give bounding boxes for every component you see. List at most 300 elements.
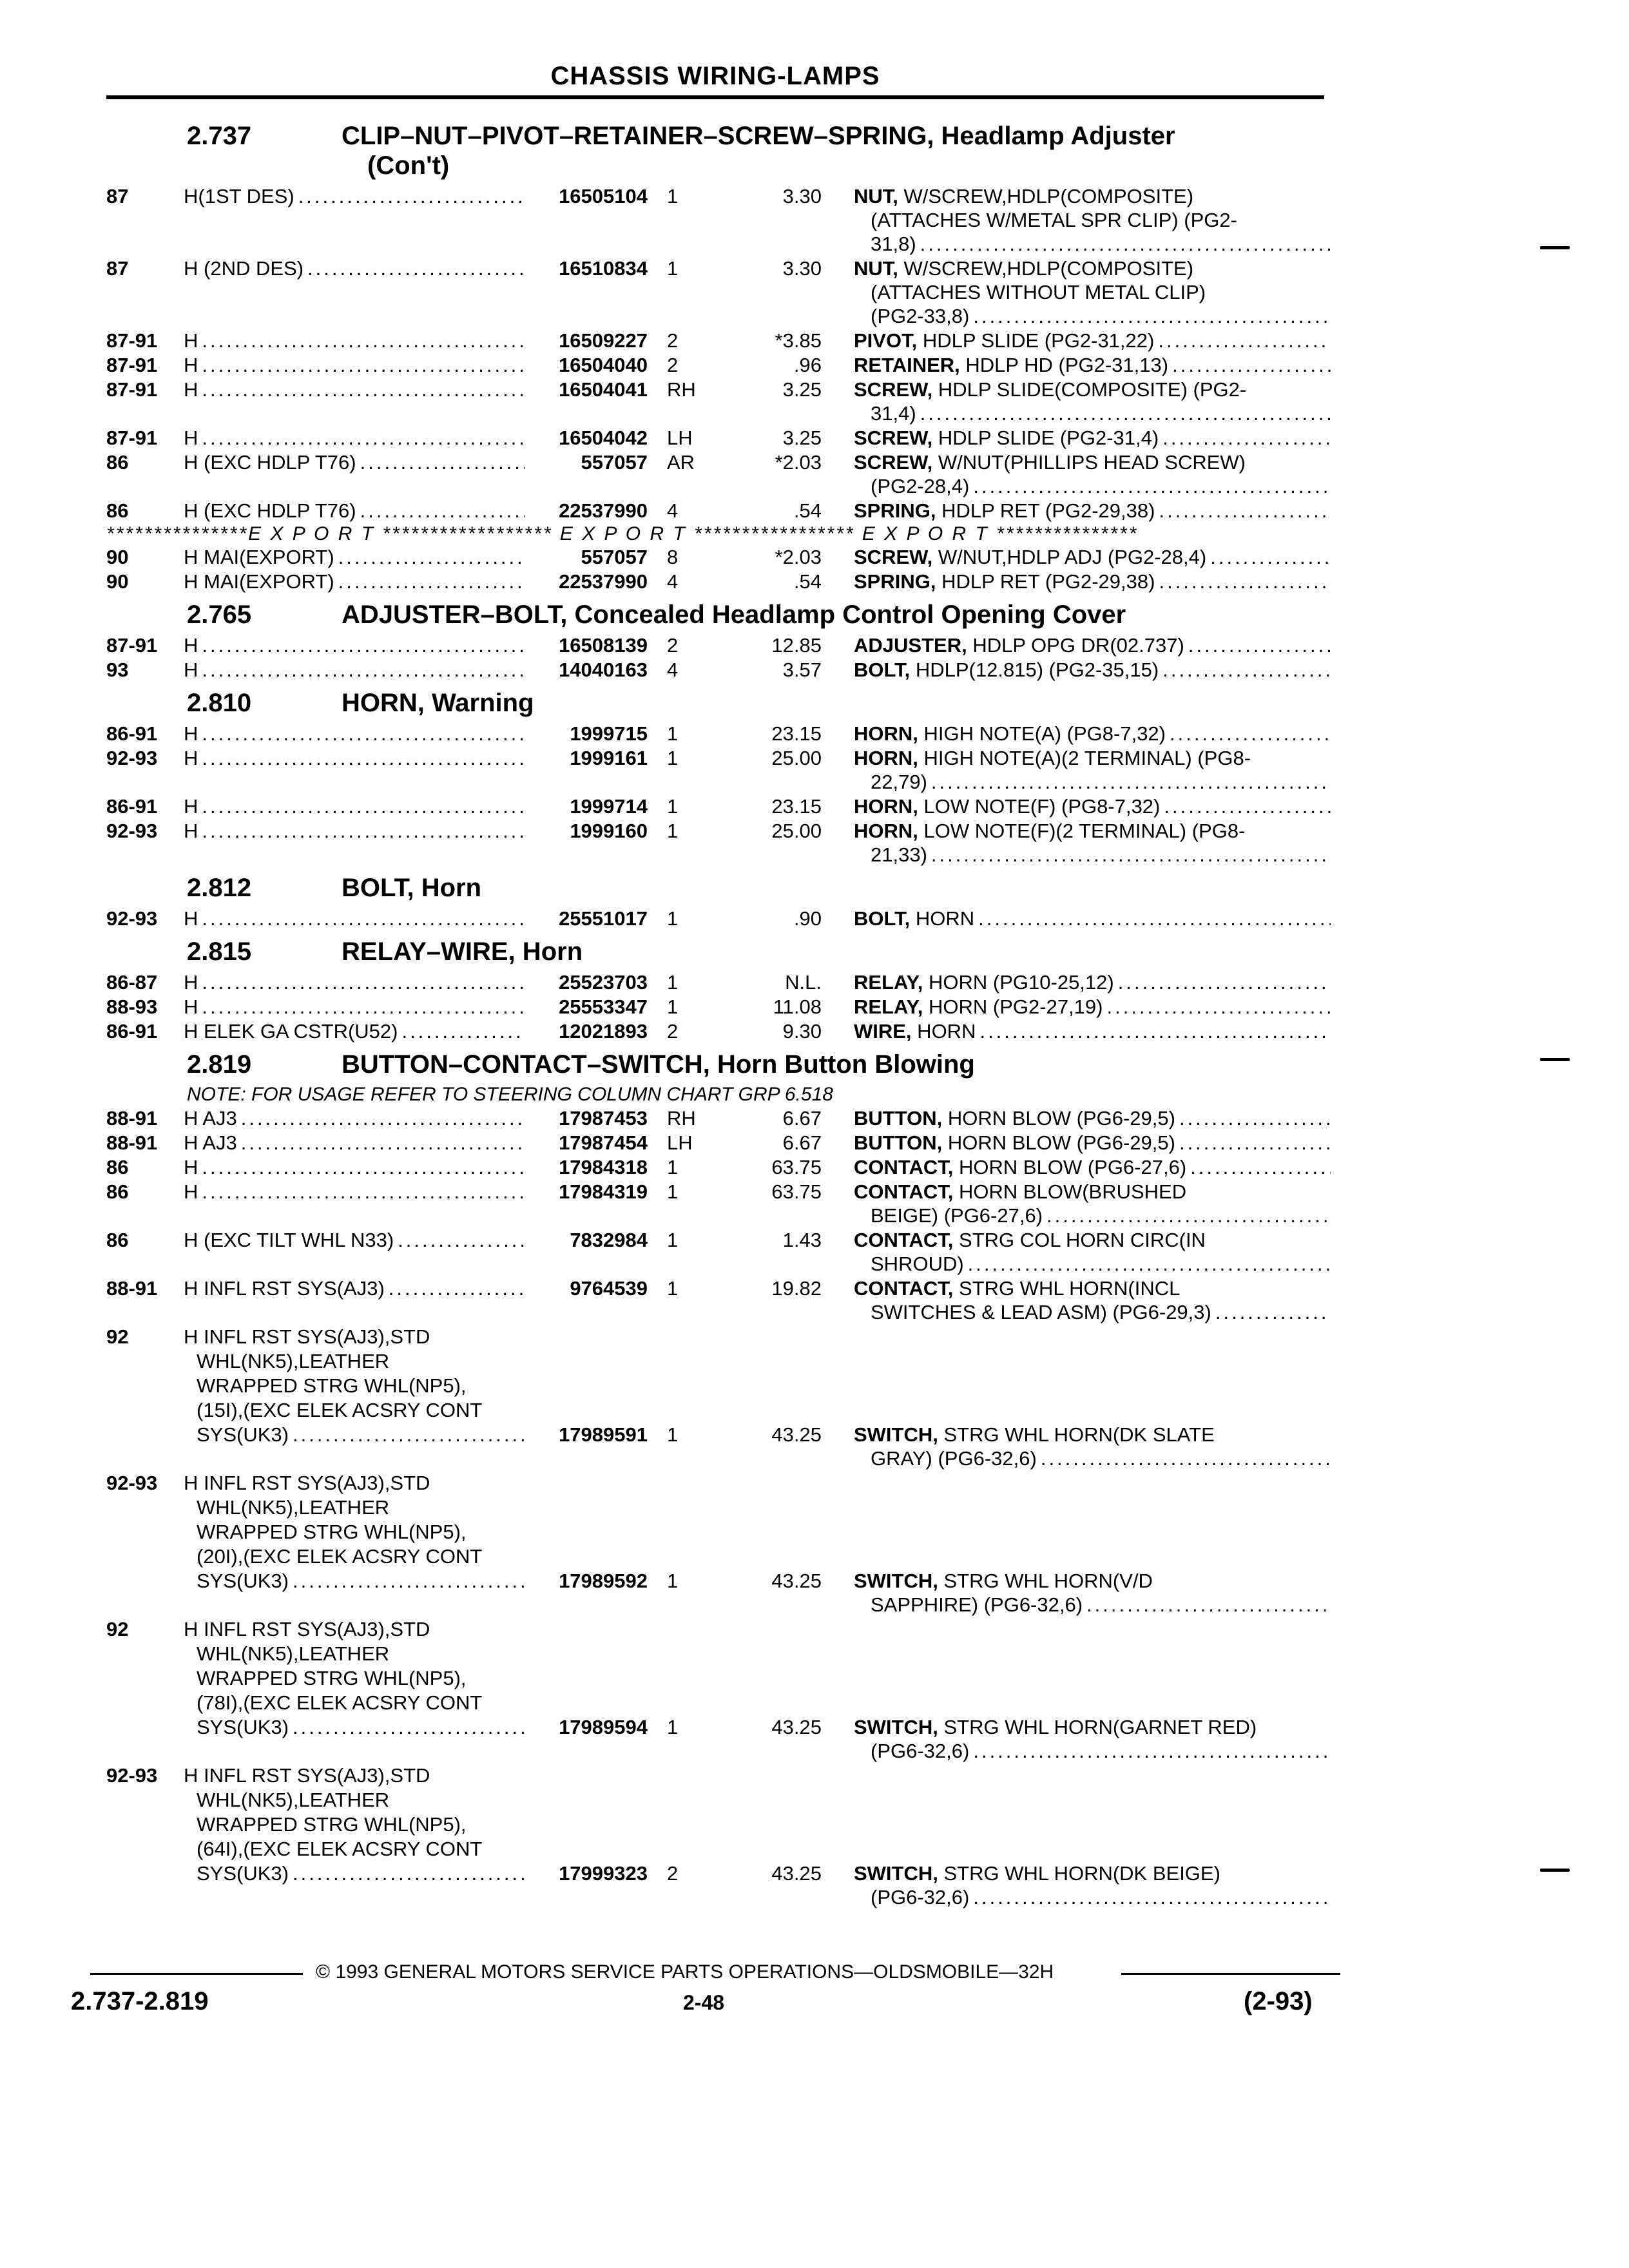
quantity: 1 [667, 1423, 679, 1446]
description-continuation [854, 1739, 1331, 1763]
description-continuation-text: SWITCHES & LEAD ASM) (PG6-29,3) [871, 1301, 1211, 1323]
description-line [854, 658, 1331, 682]
part-description [854, 1155, 1331, 1179]
description-detail: STRG WHL HORN(INCL [953, 1277, 1181, 1300]
description-detail: HIGH NOTE(A) (PG8-7,32) [918, 722, 1166, 745]
part-description [854, 545, 1331, 569]
part-description [854, 907, 1331, 930]
application [184, 1812, 525, 1836]
description-text [854, 426, 1159, 450]
description-detail: HORN [910, 907, 975, 930]
description-text [854, 1569, 1153, 1593]
application-text: SYS(UK3) [197, 1716, 289, 1738]
application [184, 1837, 525, 1861]
description-continuation-text: SAPPHIRE) (PG6-32,6) [871, 1593, 1083, 1616]
page-title: CHASSIS WIRING-LAMPS [550, 62, 880, 90]
part-number: 25553347 [559, 995, 648, 1018]
description-detail: HORN (PG2-27,19) [923, 995, 1103, 1018]
part-number: 16504042 [559, 427, 648, 449]
description-keyword: CONTACT, [854, 1180, 954, 1203]
description-continuation [854, 1885, 1331, 1909]
application [184, 1544, 525, 1568]
section-title [342, 873, 1331, 903]
description-continuation-text: 22,79) [871, 771, 927, 793]
dot-leader [1211, 1300, 1331, 1324]
part-row [106, 1617, 1331, 1641]
quantity: 1 [667, 995, 679, 1018]
description-detail: HORN BLOW (PG6-29,5) [942, 1131, 1175, 1154]
part-description [854, 1228, 1331, 1276]
dot-leader [289, 1861, 525, 1885]
part-row-continuation [106, 1642, 1331, 1666]
application-text: H AJ3 [184, 1107, 237, 1129]
description-text [854, 329, 1154, 352]
part-row [106, 570, 1331, 593]
price: 63.75 [771, 1156, 822, 1178]
application [184, 256, 525, 280]
part-number: 12021893 [559, 1020, 648, 1043]
application-text: H INFL RST SYS(AJ3) [184, 1277, 385, 1300]
description-line [854, 329, 1331, 352]
part-row-continuation [106, 1715, 1331, 1763]
part-number: 17989594 [559, 1716, 648, 1738]
application [184, 499, 525, 523]
part-number: 16504040 [559, 354, 648, 376]
part-row [106, 1228, 1331, 1276]
description-line [854, 378, 1331, 401]
dot-leader [198, 633, 525, 657]
section-number: 2.815 [187, 937, 252, 966]
part-row-continuation [106, 1861, 1331, 1909]
part-number: 17984318 [559, 1156, 648, 1178]
application-text: (64I),(EXC ELEK ACSRY CONT [197, 1838, 483, 1860]
application-text: H [184, 378, 198, 401]
section-title-text: HORN, Warning [342, 689, 534, 717]
description-detail: STRG WHL HORN(DK BEIGE) [938, 1862, 1220, 1885]
dot-leader [334, 570, 525, 593]
dot-leader [969, 1885, 1331, 1909]
part-row [106, 1276, 1331, 1324]
price: *2.03 [775, 546, 822, 568]
section-heading [106, 937, 1331, 966]
part-row-continuation [106, 1812, 1331, 1836]
part-row [106, 995, 1331, 1019]
application-text: H (EXC HDLP T76) [184, 499, 356, 522]
application-text: H [184, 427, 198, 449]
part-description [854, 450, 1331, 498]
part-row [106, 722, 1331, 745]
part-description [854, 499, 1331, 523]
parts-catalog-body [106, 115, 1331, 1910]
quantity: 1 [667, 907, 679, 930]
price: .54 [793, 570, 822, 593]
price: 23.15 [771, 722, 822, 745]
description-text [854, 633, 1184, 657]
description-line [854, 426, 1331, 450]
part-number: 7832984 [570, 1229, 648, 1251]
application [184, 1374, 525, 1398]
dot-leader [289, 1715, 525, 1739]
part-row [106, 658, 1331, 682]
application [184, 1495, 525, 1519]
description-line [854, 256, 1331, 280]
application-text: WHL(NK5),LEATHER [197, 1496, 390, 1519]
description-keyword: BOLT, [854, 907, 911, 930]
price: 23.15 [771, 795, 822, 818]
dot-leader [1160, 794, 1331, 818]
price: .96 [793, 354, 822, 376]
part-description [854, 1715, 1331, 1763]
model-year: 92-93 [106, 1472, 158, 1494]
dot-leader [198, 1155, 525, 1179]
description-line [854, 1106, 1331, 1130]
model-year: 86 [106, 1180, 129, 1203]
part-description [854, 970, 1331, 994]
application-text: H (EXC TILT WHL N33) [184, 1229, 394, 1251]
part-number: 14040163 [559, 658, 648, 681]
price: 6.67 [782, 1131, 822, 1154]
application [184, 1398, 525, 1422]
model-year: 90 [106, 546, 129, 568]
application [184, 1763, 525, 1787]
dot-leader [1175, 1106, 1331, 1130]
description-text [854, 1155, 1186, 1179]
section-number: 2.812 [187, 874, 252, 902]
application [184, 353, 525, 377]
part-row-continuation [106, 1398, 1331, 1422]
description-text [854, 184, 1193, 208]
model-year: 92-93 [106, 747, 158, 769]
application [184, 570, 525, 593]
price: 12.85 [771, 634, 822, 657]
price: 63.75 [771, 1180, 822, 1203]
description-line [854, 722, 1331, 745]
application [184, 329, 525, 352]
dot-leader [356, 499, 525, 523]
description-keyword: CONTACT, [854, 1277, 954, 1300]
description-keyword: HORN, [854, 722, 918, 745]
application [184, 746, 525, 770]
part-row [106, 1131, 1331, 1155]
application [184, 1228, 525, 1252]
quantity: 1 [667, 1180, 679, 1203]
description-continuation-text: 21,33) [871, 843, 927, 866]
description-text [854, 1715, 1257, 1739]
description-continuation-text: (PG2-33,8) [871, 305, 970, 327]
description-detail: LOW NOTE(F)(2 TERMINAL) (PG8- [918, 820, 1246, 842]
application-text: H [184, 658, 198, 681]
description-detail: HDLP(12.815) (PG2-35,15) [910, 658, 1159, 681]
part-description [854, 1131, 1331, 1155]
description-detail: HORN (PG10-25,12) [923, 971, 1114, 994]
description-detail: W/NUT(PHILLIPS HEAD SCREW) [932, 451, 1246, 474]
model-year: 88-91 [106, 1131, 158, 1154]
section-title-text: ADJUSTER–BOLT, Concealed Headlamp Control Opening Cover [342, 601, 1126, 629]
quantity: 2 [667, 1862, 679, 1885]
description-continuation [854, 208, 1331, 232]
description-line [854, 1569, 1331, 1593]
description-keyword: SPRING, [854, 570, 936, 593]
part-row-continuation [106, 1423, 1331, 1470]
application-text: (15I),(EXC ELEK ACSRY CONT [197, 1399, 483, 1421]
quantity: 1 [667, 1570, 679, 1592]
part-number: 25523703 [559, 971, 648, 994]
part-row-multi [106, 1471, 1331, 1617]
dot-leader [198, 658, 525, 682]
description-detail: HORN BLOW (PG6-27,6) [953, 1156, 1187, 1178]
application [184, 1019, 525, 1043]
description-line [854, 746, 1331, 770]
price: 43.25 [771, 1423, 822, 1446]
catalog-section [106, 688, 1331, 867]
description-line [854, 1861, 1331, 1885]
description-text [854, 995, 1103, 1019]
usage-note: NOTE: FOR USAGE REFER TO STEERING COLUMN CHART GRP 6.518 [187, 1084, 833, 1105]
application-text: H [184, 354, 198, 376]
quantity: 1 [667, 820, 679, 842]
description-text [854, 1019, 976, 1043]
model-year: 92 [106, 1325, 129, 1348]
description-text [854, 1106, 1175, 1130]
application [184, 1861, 525, 1885]
application [184, 658, 525, 682]
description-continuation-text: 31,8) [871, 233, 916, 255]
section-title [342, 600, 1331, 629]
price: *3.85 [775, 329, 822, 352]
dot-leader [1155, 499, 1331, 523]
part-number: 1999161 [570, 747, 648, 769]
dot-leader [1159, 426, 1331, 450]
footer-page-number: 2-48 [683, 1991, 725, 2014]
part-row [106, 184, 1331, 256]
section-title [342, 121, 1331, 180]
description-text [854, 746, 1251, 770]
quantity: 2 [667, 634, 679, 657]
dot-leader [916, 232, 1331, 256]
description-continuation [854, 232, 1331, 256]
quantity: 8 [667, 546, 679, 568]
description-keyword: NUT, [854, 257, 898, 280]
quantity: 1 [667, 1156, 679, 1178]
description-detail: STRG WHL HORN(GARNET RED) [938, 1716, 1257, 1738]
application [184, 1155, 525, 1179]
description-keyword: NUT, [854, 185, 898, 207]
price: 9.30 [782, 1020, 822, 1043]
application [184, 1666, 525, 1690]
description-text [854, 450, 1246, 474]
description-line [854, 1180, 1331, 1204]
price: .90 [793, 907, 822, 930]
part-row-continuation [106, 1374, 1331, 1398]
part-description [854, 570, 1331, 593]
model-year: 92-93 [106, 820, 158, 842]
application-text: H(1ST DES) [184, 185, 294, 207]
description-text [854, 570, 1155, 593]
application [184, 970, 525, 994]
quantity: 1 [667, 185, 679, 207]
part-row-continuation [106, 1520, 1331, 1544]
description-line [854, 1228, 1331, 1252]
dot-leader [1168, 353, 1331, 377]
section-title [342, 1050, 1331, 1079]
application [184, 1276, 525, 1300]
part-description [854, 1019, 1331, 1043]
part-row [106, 353, 1331, 377]
section-title-text: RELAY–WIRE, Horn [342, 937, 583, 966]
part-number: 16504041 [559, 378, 648, 401]
part-description [854, 1276, 1331, 1324]
model-year: 86-91 [106, 795, 158, 818]
description-line [854, 1131, 1331, 1155]
part-row [106, 256, 1331, 328]
dot-leader [198, 819, 525, 843]
model-year: 87 [106, 257, 129, 280]
part-description [854, 633, 1331, 657]
description-text [854, 970, 1114, 994]
dot-leader [969, 474, 1331, 498]
description-line [854, 1423, 1331, 1446]
section-title [342, 688, 1331, 718]
quantity: 4 [667, 499, 679, 522]
dot-leader [969, 304, 1331, 328]
description-text [854, 1861, 1220, 1885]
quantity: 1 [667, 1716, 679, 1738]
dot-leader [198, 970, 525, 994]
description-continuation-text: GRAY) (PG6-32,6) [871, 1447, 1037, 1470]
application [184, 995, 525, 1019]
part-number: 16505104 [559, 185, 648, 207]
model-year: 86 [106, 499, 129, 522]
dot-leader [198, 794, 525, 818]
quantity: 1 [667, 257, 679, 280]
part-row-multi [106, 1325, 1331, 1471]
price: 3.25 [782, 427, 822, 449]
application [184, 1715, 525, 1739]
application-text: (78I),(EXC ELEK ACSRY CONT [197, 1691, 483, 1714]
application [184, 1180, 525, 1204]
description-text [854, 1276, 1180, 1300]
part-description [854, 1569, 1331, 1617]
quantity: 2 [667, 1020, 679, 1043]
description-detail: STRG WHL HORN(V/D [938, 1570, 1153, 1592]
model-year: 87-91 [106, 329, 158, 352]
dot-leader [927, 843, 1331, 867]
application-text: H INFL RST SYS(AJ3),STD [184, 1472, 430, 1494]
catalog-section [106, 1050, 1331, 1910]
part-number: 17989592 [559, 1570, 648, 1592]
application-text: H INFL RST SYS(AJ3),STD [184, 1325, 430, 1348]
description-text [854, 819, 1245, 843]
description-line [854, 1019, 1331, 1043]
part-number: 22537990 [559, 499, 648, 522]
description-line [854, 819, 1331, 843]
price: 3.57 [782, 658, 822, 681]
application-text: H INFL RST SYS(AJ3),STD [184, 1618, 430, 1640]
description-line [854, 1276, 1331, 1300]
dot-leader [294, 184, 525, 208]
part-description [854, 722, 1331, 745]
description-keyword: SCREW, [854, 427, 933, 449]
description-detail: HORN [911, 1020, 976, 1043]
part-number: 22537990 [559, 570, 648, 593]
part-number: 17999323 [559, 1862, 648, 1885]
dot-leader [1159, 658, 1331, 682]
part-row-continuation [106, 1691, 1331, 1715]
part-number: 1999160 [570, 820, 648, 842]
application [184, 1569, 525, 1593]
dot-leader [198, 353, 525, 377]
dot-leader [356, 450, 525, 474]
description-line [854, 970, 1331, 994]
description-keyword: WIRE, [854, 1020, 912, 1043]
dot-leader [1186, 1155, 1331, 1179]
description-continuation [854, 401, 1331, 425]
description-keyword: SCREW, [854, 546, 933, 568]
description-line [854, 633, 1331, 657]
part-row [106, 907, 1331, 930]
quantity: RH [667, 1107, 696, 1129]
application-text: WHL(NK5),LEATHER [197, 1789, 390, 1811]
price: 6.67 [782, 1107, 822, 1129]
description-detail: W/SCREW,HDLP(COMPOSITE) [898, 257, 1194, 280]
application-text: WRAPPED STRG WHL(NP5), [197, 1813, 467, 1836]
description-detail: HORN BLOW (PG6-29,5) [942, 1107, 1175, 1129]
application [184, 426, 525, 450]
section-title-text: BUTTON–CONTACT–SWITCH, Horn Button Blowing [342, 1050, 975, 1079]
part-row [106, 970, 1331, 994]
footer-rule-left [90, 1973, 303, 1975]
application [184, 1471, 525, 1495]
description-keyword: SWITCH, [854, 1423, 938, 1446]
price: 11.08 [773, 995, 822, 1018]
catalog-section [106, 937, 1331, 1043]
model-year: 87-91 [106, 634, 158, 657]
quantity: LH [667, 427, 693, 449]
description-text [854, 256, 1193, 280]
application [184, 1691, 525, 1715]
description-continuation [854, 843, 1331, 867]
application-text: WRAPPED STRG WHL(NP5), [197, 1667, 467, 1689]
application [184, 450, 525, 474]
part-row-continuation [106, 1837, 1331, 1861]
description-keyword: SCREW, [854, 378, 933, 401]
application-text: SYS(UK3) [197, 1423, 289, 1446]
part-row-continuation [106, 1349, 1331, 1373]
part-row [106, 1763, 1331, 1787]
model-year: 90 [106, 570, 129, 593]
description-text [854, 353, 1168, 377]
dot-leader [198, 995, 525, 1019]
part-number: 16508139 [559, 634, 648, 657]
part-row [106, 1180, 1331, 1227]
section-heading [106, 688, 1331, 718]
application-text: H [184, 747, 198, 769]
description-text [854, 658, 1159, 682]
price: 43.25 [771, 1570, 822, 1592]
description-continuation-text: (PG6-32,6) [871, 1886, 970, 1908]
description-text [854, 722, 1166, 745]
quantity: LH [667, 1131, 693, 1154]
application-text: H AJ3 [184, 1131, 237, 1154]
description-keyword: SWITCH, [854, 1716, 938, 1738]
application [184, 633, 525, 657]
part-description [854, 995, 1331, 1019]
description-line [854, 570, 1331, 593]
part-row-continuation [106, 1666, 1331, 1690]
description-continuation [854, 770, 1331, 794]
description-continuation [854, 1593, 1331, 1617]
part-row-continuation [106, 1788, 1331, 1812]
